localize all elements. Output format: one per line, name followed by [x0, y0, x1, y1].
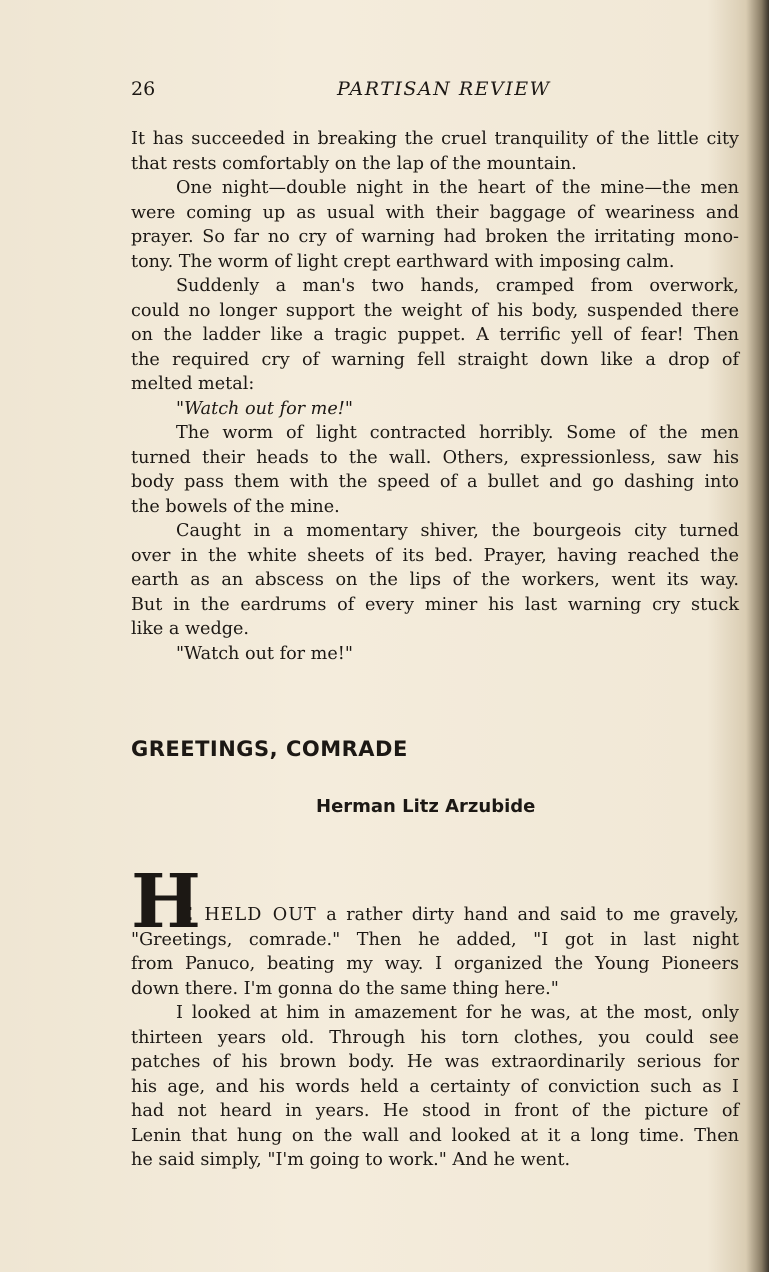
poem-prose-body [131, 127, 739, 666]
text-line: could no longer support the weight of his body, suspended there [131, 300, 739, 321]
lead-in-small-caps: E HELD OUT [180, 905, 317, 925]
page-number: 26 [131, 78, 156, 100]
story-body [131, 859, 739, 1173]
text-line: his age, and his words held a certainty of conviction such as I [131, 1076, 739, 1097]
text-line: body pass them with the speed of a bullet and go dashing into [131, 472, 739, 492]
text-line: One night—double night in the heart of the mine—the men [176, 178, 739, 198]
text-line: had not heard in years. He stood in front of the picture of [131, 1101, 739, 1121]
drop-cap: H [131, 859, 201, 945]
text-line: "Watch out for me!" [176, 643, 353, 664]
text-line: The worm of light contracted horribly. Some of the men [176, 423, 739, 443]
text-line: "Watch out for me!" [176, 398, 353, 419]
text-line: that rests comfortably on the lap of the mountain. [131, 153, 577, 174]
text-line: patches of his brown body. He was extraordinarily serious for [131, 1052, 739, 1072]
first-line-rest: a rather dirty hand and said to me gravely, [316, 905, 739, 925]
text-line: prayer. So far no cry of warning had broken the irritating mono- [131, 227, 739, 247]
text-line: Suddenly a man's two hands, cramped from overwork, [176, 276, 739, 296]
text-line [131, 903, 739, 928]
text-line: I looked at him in amazement for he was, at the most, only [176, 1003, 739, 1023]
text-line: he said simply, "I'm going to work." And he went. [131, 1150, 571, 1170]
text-line: "Greetings, comrade." Then he added, "I got in last night [131, 929, 739, 950]
section-title: GREETINGS, COMRADE [131, 737, 408, 761]
author-name: Herman Litz Arzubide [316, 796, 536, 817]
text-line: It has succeeded in breaking the cruel tranquility of the little city [131, 129, 739, 149]
text-line: But in the eardrums of every miner his last warning cry stuck [131, 594, 739, 615]
text-line: Lenin that hung on the wall and looked at it a long time. Then [131, 1125, 739, 1146]
text-line: the required cry of warning fell straight down like a drop of [131, 349, 739, 370]
text-line: the bowels of the mine. [131, 496, 340, 517]
text-line: on the ladder like a tragic puppet. A terrific yell of fear! Then [131, 325, 739, 345]
page-header [131, 78, 737, 108]
text-line: Caught in a momentary shiver, the bourgeois city turned [176, 521, 739, 541]
text-line: down there. I'm gonna do the same thing here." [131, 978, 559, 999]
text-line: over in the white sheets of its bed. Prayer, having reached the [131, 545, 739, 566]
text-line: from Panuco, beating my way. I organized the Young Pioneers [131, 954, 739, 974]
text-line: melted metal: [131, 374, 255, 394]
text-line: tony. The worm of light crept earthward with imposing calm. [131, 251, 675, 272]
running-head: PARTISAN REVIEW [337, 78, 551, 100]
text-line: earth as an abscess on the lips of the workers, went its way. [131, 570, 739, 590]
text-line: like a wedge. [131, 619, 250, 639]
text-line: were coming up as usual with their baggage of weariness and [131, 202, 739, 223]
text-line: turned their heads to the wall. Others, expressionless, saw his [131, 447, 739, 468]
text-line: thirteen years old. Through his torn clothes, you could see [131, 1027, 739, 1048]
